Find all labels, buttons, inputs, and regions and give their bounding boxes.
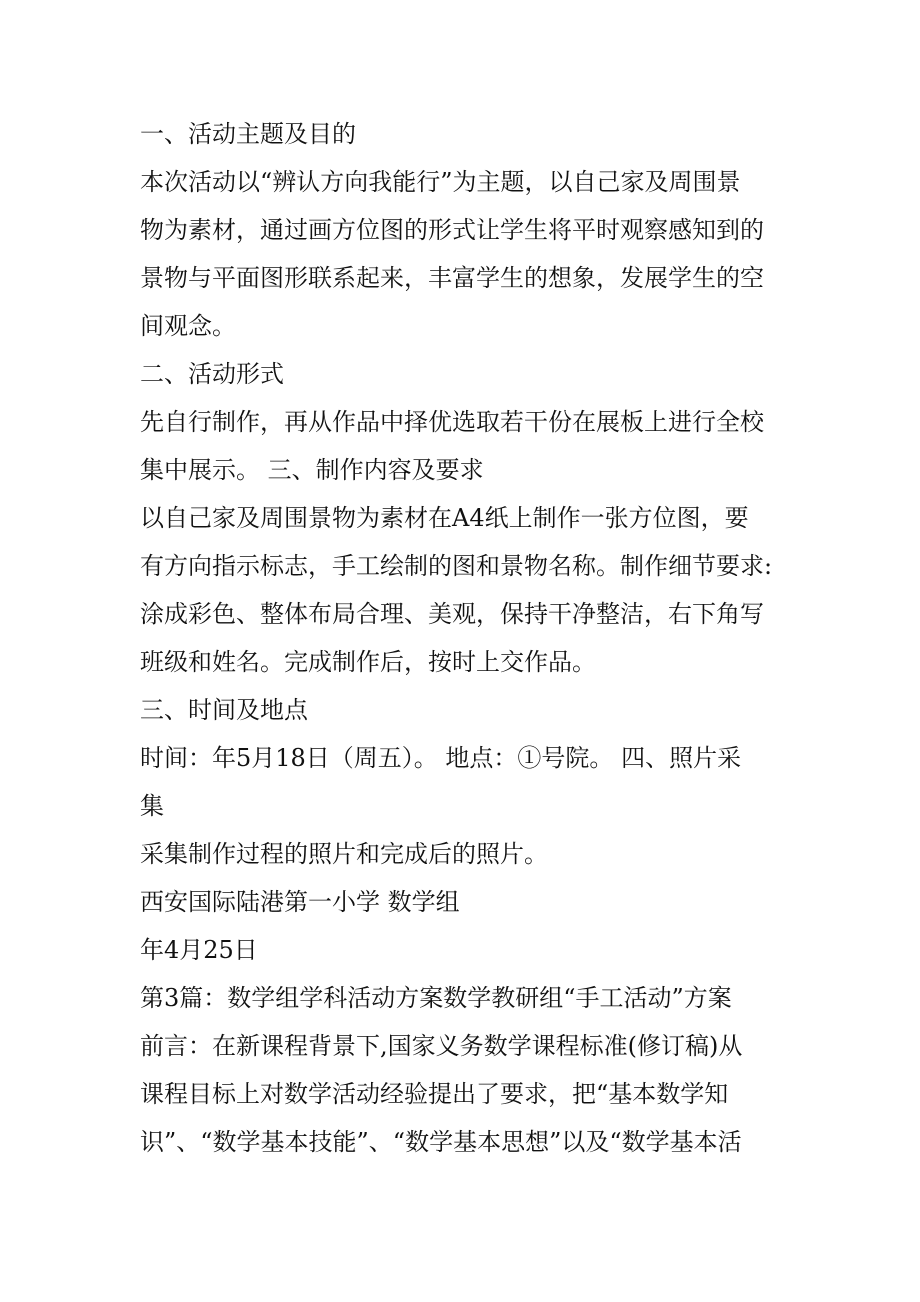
paragraph-line: 集中展示。 三、制作内容及要求 xyxy=(140,456,484,484)
paragraph-line: 有方向指示标志，手工绘制的图和景物名称。制作细节要求: xyxy=(140,552,773,580)
article-title-line: 第3篇：数学组学科活动方案数学教研组“手工活动”方案 xyxy=(140,984,732,1012)
paragraph-line: 班级和姓名。完成制作后，按时上交作品。 xyxy=(140,648,596,676)
paragraph-line: 课程目标上对数学活动经验提出了要求，把“基本数学知 xyxy=(140,1080,729,1108)
paragraph-line: 物为素材，通过画方位图的形式让学生将平时观察感知到的 xyxy=(140,216,764,244)
paragraph-line: 以自己家及周围景物为素材在A4纸上制作一张方位图，要 xyxy=(140,504,749,532)
signature-school: 西安国际陆港第一小学 数学组 xyxy=(140,888,460,916)
paragraph-line: 集 xyxy=(140,792,164,820)
paragraph-line: 景物与平面图形联系起来，丰富学生的想象，发展学生的空 xyxy=(140,264,764,292)
section-heading-time-place: 三、时间及地点 xyxy=(140,696,308,724)
paragraph-line: 先自行制作，再从作品中择优选取若干份在展板上进行全校 xyxy=(140,408,764,436)
paragraph-line: 前言：在新课程背景下,国家义务数学课程标准(修订稿)从 xyxy=(140,1032,743,1060)
section-heading-form: 二、活动形式 xyxy=(140,360,284,388)
signature-date: 年4月25日 xyxy=(140,936,258,964)
paragraph-line: 涂成彩色、整体布局合理、美观，保持干净整洁，右下角写 xyxy=(140,600,764,628)
paragraph-line: 采集制作过程的照片和完成后的照片。 xyxy=(140,840,548,868)
paragraph-line: 间观念。 xyxy=(140,312,236,340)
paragraph-line: 识”、“数学基本技能”、“数学基本思想”以及“数学基本活 xyxy=(140,1128,742,1156)
section-heading-theme: 一、活动主题及目的 xyxy=(140,120,356,148)
paragraph-line: 本次活动以“辨认方向我能行”为主题，以自己家及周围景 xyxy=(140,168,741,196)
paragraph-line: 时间：年5月18日（周五）。 地点：①号院。 四、照片采 xyxy=(140,744,742,772)
